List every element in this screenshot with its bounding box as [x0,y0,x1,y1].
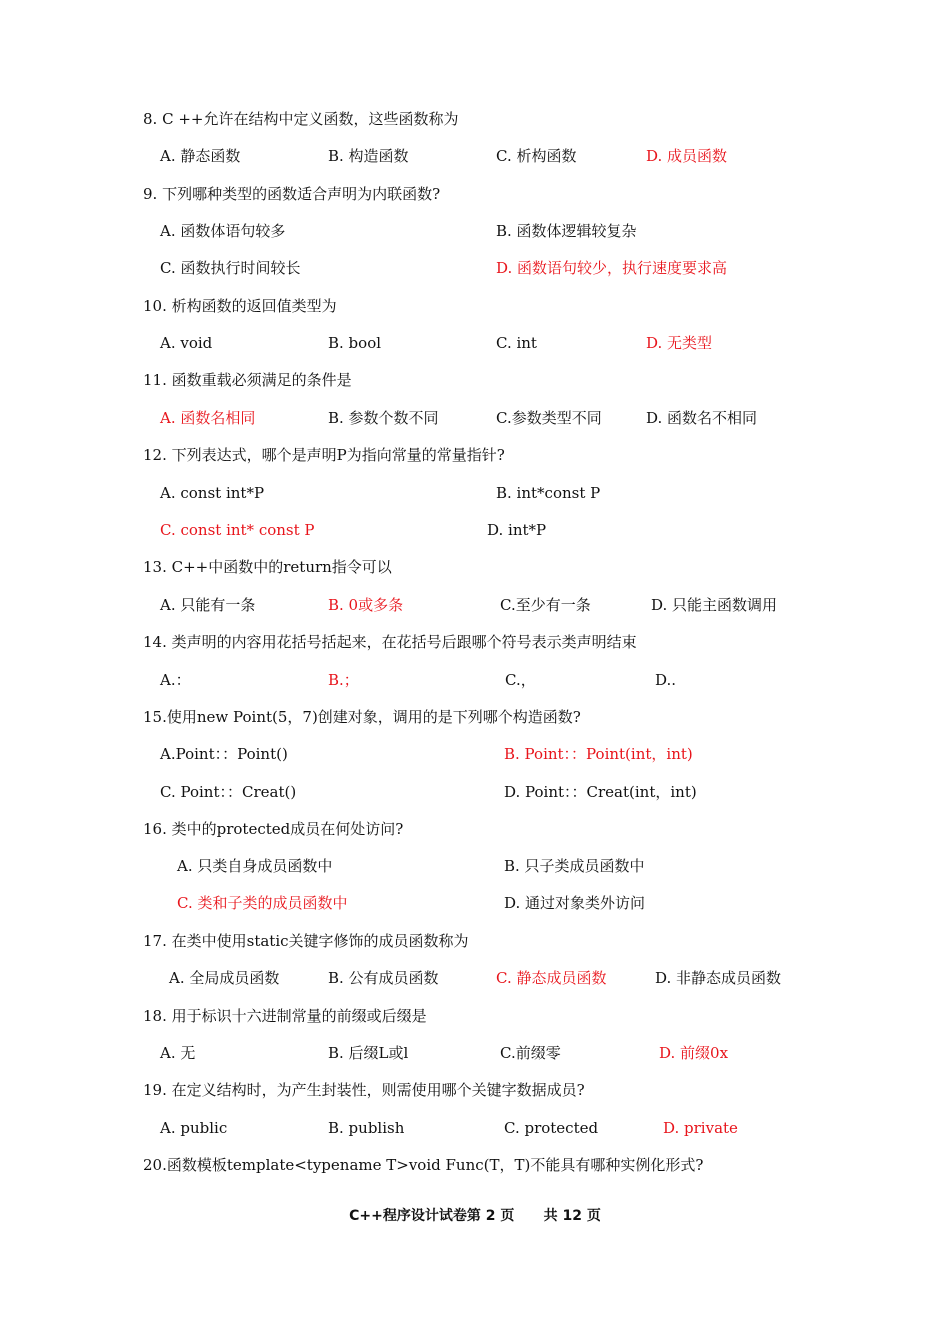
question-stem: 20.函数模板template<typename T>void Func(T，T)不能具有哪种实例化形式? [143,1156,704,1174]
question-stem: 12. 下列表达式，哪个是声明P为指向常量的常量指针? [143,446,505,464]
answer-option: C. const int* const P [160,521,315,539]
answer-option: D. 前缀0x [659,1044,729,1062]
option-b: B. publish [328,1119,405,1137]
option-d: D. 只能主函数调用 [651,596,778,614]
answer-option: B.； [328,671,359,689]
option-a: A. 只类自身成员函数中 [177,857,333,875]
option-a: A.Point：：Point() [160,745,288,763]
option-c: C. int [496,334,537,352]
option-d: D. 非静态成员函数 [655,969,782,987]
question-stem: 11. 函数重载必须满足的条件是 [143,371,352,389]
option-c: C. 析构函数 [496,147,577,165]
option-c: C. Point：：Creat() [160,783,297,801]
option-c: C.， [505,671,536,689]
question-stem: 14. 类声明的内容用花括号括起来，在花括号后跟哪个符号表示类声明结束 [143,633,637,651]
option-a: A. 全局成员函数 [169,969,280,987]
answer-option: D. 函数语句较少，执行速度要求高 [496,259,728,277]
answer-option: B. Point：：Point(int，int) [504,745,693,763]
option-b: B. 参数个数不同 [328,409,439,427]
option-a: A. 静态函数 [160,147,241,165]
option-d: D.. [655,671,677,689]
page-footer: C++程序设计试卷第 2 页 共 12 页 [349,1208,601,1224]
answer-option: D. private [663,1119,738,1137]
option-a: A.： [160,671,191,689]
option-a: A. 函数体语句较多 [160,222,286,240]
question-stem: 16. 类中的protected成员在何处访问? [143,820,404,838]
option-a: A. 无 [160,1044,196,1062]
question-stem: 18. 用于标识十六进制常量的前缀或后缀是 [143,1007,427,1025]
option-d: D. 通过对象类外访问 [504,894,646,912]
answer-option: D. 无类型 [646,334,713,352]
answer-option: C. 类和子类的成员函数中 [177,894,348,912]
option-b: B. 函数体逻辑较复杂 [496,222,637,240]
option-a: A. const int*P [160,484,265,502]
option-a: A. 只能有一条 [160,596,256,614]
question-stem: 13. C++中函数中的return指令可以 [143,558,392,576]
answer-option: C. 静态成员函数 [496,969,607,987]
option-c: C. protected [504,1119,599,1137]
question-stem: 17. 在类中使用static关键字修饰的成员函数称为 [143,932,469,950]
question-stem: 15.使用new Point(5，7)创建对象，调用的是下列哪个构造函数? [143,708,581,726]
option-a: A. public [160,1119,228,1137]
question-stem: 19. 在定义结构时，为产生封装性，则需使用哪个关键字数据成员? [143,1081,585,1099]
answer-option: D. 成员函数 [646,147,728,165]
option-b: B. 只子类成员函数中 [504,857,645,875]
option-c: C.前缀零 [500,1044,561,1062]
option-b: B. int*const P [496,484,601,502]
option-c: C.参数类型不同 [496,409,602,427]
question-stem: 10. 析构函数的返回值类型为 [143,297,337,315]
option-c: C. 函数执行时间较长 [160,259,301,277]
answer-option: A. 函数名相同 [160,409,256,427]
option-b: B. bool [328,334,382,352]
option-d: D. Point：：Creat(int，int) [504,783,697,801]
option-a: A. void [160,334,213,352]
option-d: D. int*P [487,521,547,539]
option-b: B. 构造函数 [328,147,409,165]
option-d: D. 函数名不相同 [646,409,758,427]
option-c: C.至少有一条 [500,596,591,614]
question-stem: 8. C ++允许在结构中定义函数，这些函数称为 [143,110,459,128]
answer-option: B. 0或多条 [328,596,404,614]
question-stem: 9. 下列哪种类型的函数适合声明为内联函数? [143,185,441,203]
option-b: B. 公有成员函数 [328,969,439,987]
option-b: B. 后缀L或l [328,1044,409,1062]
